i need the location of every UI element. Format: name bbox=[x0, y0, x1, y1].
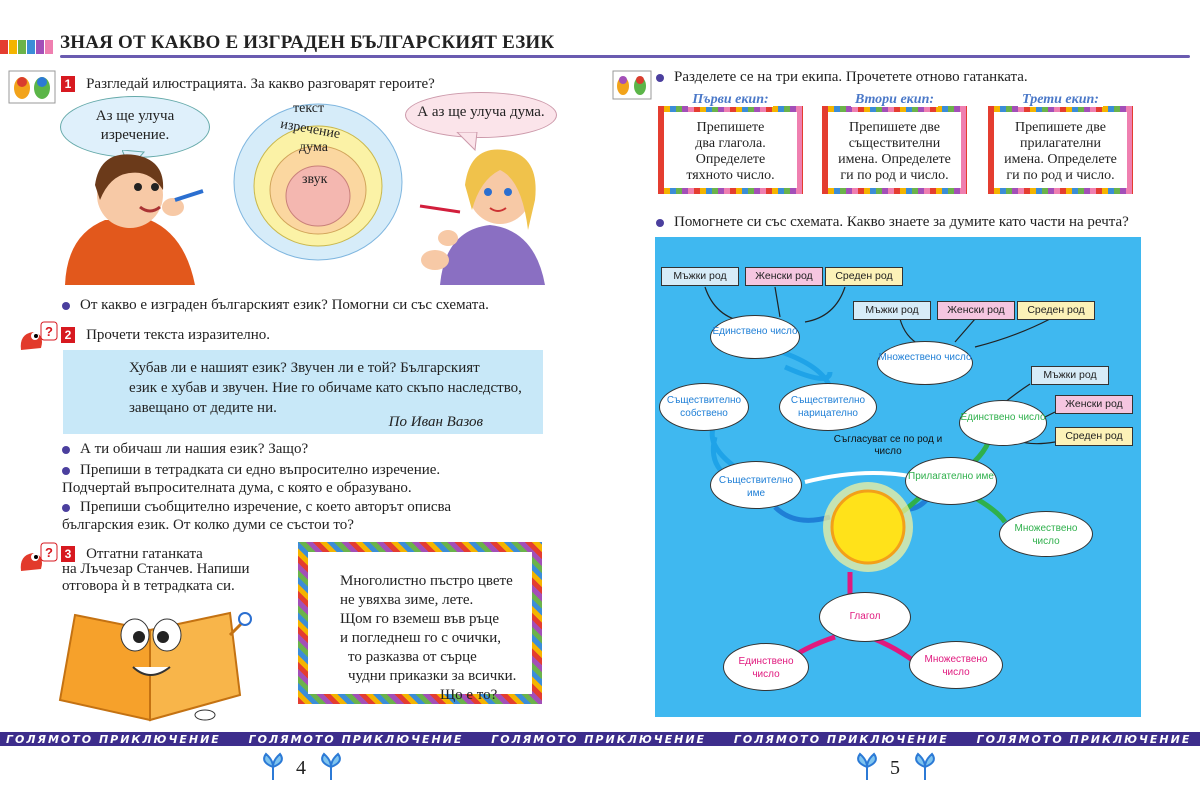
task-1-text: Разгледай илюстрацията. За какво разговарят героите? bbox=[86, 76, 435, 92]
bird-question-icon bbox=[15, 320, 59, 356]
cloud-singular-noun: Единствено число bbox=[710, 315, 800, 359]
bullet-dot bbox=[62, 504, 70, 512]
cloud-common-noun: Съществително нарицателно bbox=[779, 383, 877, 431]
cloud-plural-adjective: Множествено число bbox=[999, 511, 1093, 557]
header-stripe bbox=[36, 40, 44, 54]
scheme-intro bbox=[656, 214, 1129, 231]
riddle-box bbox=[298, 542, 542, 704]
cloud-singular-verb: Единствено число bbox=[723, 643, 809, 691]
header-stripes bbox=[0, 40, 54, 54]
riddle-line: чудни приказки за всички. bbox=[348, 668, 517, 684]
flower-icon bbox=[258, 752, 288, 782]
gender-feminine-label: Женски род bbox=[937, 301, 1015, 320]
team-2-line: имена. Определете bbox=[838, 152, 951, 167]
task-2-bullet-text: Препиши съобщително изречение, с което авторът описва bbox=[80, 499, 452, 515]
team-2-title bbox=[822, 92, 967, 108]
gender-link bbox=[955, 319, 975, 342]
cloud-adjective: Прилагателно име bbox=[905, 457, 997, 505]
scheme-intro-text: Помогнете си със схемата. Какво знаете за думите като части на речта? bbox=[674, 214, 1129, 230]
right-intro-text: Разделете се на три екипа. Прочетете отново гатанката. bbox=[674, 69, 1028, 85]
task-2-bullet bbox=[62, 441, 308, 458]
header-stripe bbox=[27, 40, 35, 54]
riddle-line: не увяхва зиме, лете. bbox=[340, 592, 474, 608]
header-stripe bbox=[0, 40, 8, 54]
quote-author: По Иван Вазов bbox=[388, 414, 483, 430]
task-2-bullet-text: А ти обичаш ли нашия език? Защо? bbox=[80, 441, 309, 457]
task-2-bullet bbox=[62, 462, 440, 479]
footer-banner-text bbox=[0, 733, 1200, 746]
gender-neuter-label: Среден род bbox=[1017, 301, 1095, 320]
banner-word: ГОЛЯМОТО ПРИКЛЮЧЕНИЕ bbox=[733, 733, 949, 746]
task-2-bullet-continuation: Подчертай въпросителната дума, с която е образувано. bbox=[62, 480, 412, 496]
task-1-number: 1 bbox=[61, 76, 75, 92]
target-label-text: текст bbox=[293, 101, 325, 116]
bullet-dot bbox=[62, 302, 70, 310]
bullet-dot bbox=[656, 74, 664, 82]
page-title: ЗНАЯ ОТ КАКВО Е ИЗГРАДЕН БЪЛГАРСКИЯТ ЕЗИК bbox=[60, 32, 555, 53]
banner-word: ГОЛЯМОТО ПРИКЛЮЧЕНИЕ bbox=[491, 733, 707, 746]
task-2-bullet bbox=[62, 499, 451, 516]
parrots-icon bbox=[612, 70, 652, 100]
bullet-dot bbox=[656, 219, 664, 227]
team-2-title-text: Втори екип: bbox=[851, 92, 938, 107]
agreement-label: Съгласуват се по род и число bbox=[833, 434, 943, 457]
quote-line-2: език е хубав и звучен. Ние го обичаме като скъпо наследство, bbox=[129, 380, 522, 396]
task-2-heading bbox=[61, 324, 270, 344]
gender-link bbox=[775, 287, 780, 317]
task-2-number: 2 bbox=[61, 327, 75, 343]
task-2-bullet-text: Препиши в тетрадката си едно въпросително изречение. bbox=[80, 462, 441, 478]
banner-word: ГОЛЯМОТО ПРИКЛЮЧЕНИЕ bbox=[976, 733, 1192, 746]
gender-feminine-label: Женски род bbox=[745, 267, 823, 286]
right-intro bbox=[656, 69, 1028, 86]
team-3-title bbox=[988, 92, 1133, 108]
book-character-illustration bbox=[55, 595, 255, 725]
cloud-plural-verb: Множествено число bbox=[909, 641, 1003, 689]
quote-box bbox=[63, 350, 543, 434]
bullet-dot bbox=[62, 446, 70, 454]
team-1-title bbox=[658, 92, 803, 108]
gender-masculine-label: Мъжки род bbox=[661, 267, 739, 286]
riddle-line: то разказва от сърце bbox=[348, 649, 477, 665]
header-stripe bbox=[9, 40, 17, 54]
cloud-singular-adjective: Единствено число bbox=[959, 400, 1047, 446]
cloud-noun: Съществително име bbox=[710, 461, 802, 509]
task-3-line-2: на Лъчезар Станчев. Напиши bbox=[62, 561, 250, 577]
cloud-verb: Глагол bbox=[819, 592, 911, 642]
team-1-title-text: Първи екип: bbox=[688, 92, 772, 107]
gender-masculine-label: Мъжки род bbox=[1031, 366, 1109, 385]
header-underline bbox=[60, 55, 1190, 58]
riddle-line: Многолистно пъстро цвете bbox=[340, 573, 513, 589]
team-2-line: Препишете две bbox=[849, 120, 940, 135]
target-label-sound: звук bbox=[302, 172, 328, 187]
girl-illustration bbox=[410, 140, 560, 290]
page-number-right: 5 bbox=[890, 757, 900, 779]
boy-illustration bbox=[55, 125, 205, 290]
flower-icon bbox=[910, 752, 940, 782]
team-3-line: прилагателни bbox=[1019, 136, 1102, 151]
team-3-line: Препишете две bbox=[1015, 120, 1106, 135]
task-3-heading bbox=[61, 543, 203, 563]
parrots-icon bbox=[8, 70, 56, 104]
team-3-line: имена. Определете bbox=[1004, 152, 1117, 167]
quote-line-1: Хубав ли е нашият език? Звучен ли е той? Българският bbox=[129, 360, 480, 376]
task-2-text: Прочети текста изразително. bbox=[86, 327, 271, 343]
gender-feminine-label: Женски род bbox=[1055, 395, 1133, 414]
team-2-line: съществителни bbox=[848, 136, 941, 151]
team-1-line: Определете bbox=[695, 152, 766, 167]
bird-question-icon bbox=[15, 541, 59, 577]
gender-link bbox=[975, 319, 1050, 347]
cloud-proper-noun: Съществително собствено bbox=[659, 383, 749, 431]
sun-icon bbox=[823, 482, 913, 572]
team-3-title-text: Трети екип: bbox=[1018, 92, 1103, 107]
flower-icon bbox=[316, 752, 346, 782]
banner-word: ГОЛЯМОТО ПРИКЛЮЧЕНИЕ bbox=[6, 733, 221, 746]
team-3-line: ги по род и число. bbox=[1006, 168, 1115, 183]
team-1-line: два глагола. bbox=[695, 136, 766, 151]
girl-speech-text: А аз ще улуча дума. bbox=[417, 104, 545, 120]
task-1-heading bbox=[61, 73, 435, 93]
boy-speech-text: Аз ще улуча изречение. bbox=[95, 108, 175, 143]
gender-masculine-label: Мъжки род bbox=[853, 301, 931, 320]
task-3-number: 3 bbox=[61, 546, 75, 562]
task-2-bullet-continuation: българския език. От колко думи се състои то? bbox=[62, 517, 354, 533]
team-1-line: тяхното число. bbox=[686, 168, 775, 183]
gender-neuter-label: Среден род bbox=[825, 267, 903, 286]
task-1-bullet-text: От какво е изграден българският език? Помогни си със схемата. bbox=[80, 297, 489, 313]
bullet-dot bbox=[62, 467, 70, 475]
task-3-line-3: отговора ѝ в тетрадката си. bbox=[62, 578, 235, 594]
team-1-line: Препишете bbox=[696, 120, 765, 135]
flower-icon bbox=[852, 752, 882, 782]
target-label-sentence: изречение bbox=[279, 116, 342, 143]
header-stripe bbox=[18, 40, 26, 54]
header-stripe bbox=[45, 40, 53, 54]
cloud-plural-noun: Множествено число bbox=[877, 341, 973, 385]
task-3-line-1: Отгатни гатанката bbox=[86, 546, 203, 562]
page-number-left: 4 bbox=[296, 757, 306, 779]
target-label-word: дума bbox=[299, 140, 328, 155]
riddle-line: и погледнеш го с очички, bbox=[340, 630, 501, 646]
riddle-line: Щом го вземеш във ръце bbox=[340, 611, 499, 627]
task-1-bullet bbox=[62, 297, 489, 314]
agreement-arc bbox=[805, 473, 915, 482]
team-card-2 bbox=[822, 106, 967, 194]
riddle-question: Що е то? bbox=[440, 687, 498, 703]
banner-word: ГОЛЯМОТО ПРИКЛЮЧЕНИЕ bbox=[248, 733, 464, 746]
svg-text:?: ? bbox=[45, 545, 53, 560]
quote-line-3: завещано от дедите ни. bbox=[129, 400, 277, 416]
parts-of-speech-scheme bbox=[655, 237, 1141, 717]
team-card-3 bbox=[988, 106, 1133, 194]
gender-link bbox=[805, 287, 845, 322]
team-card-1 bbox=[658, 106, 803, 194]
connector-line bbox=[775, 507, 830, 520]
team-2-line: ги по род и число. bbox=[840, 168, 949, 183]
svg-text:?: ? bbox=[45, 324, 53, 339]
gender-neuter-label: Среден род bbox=[1055, 427, 1133, 446]
